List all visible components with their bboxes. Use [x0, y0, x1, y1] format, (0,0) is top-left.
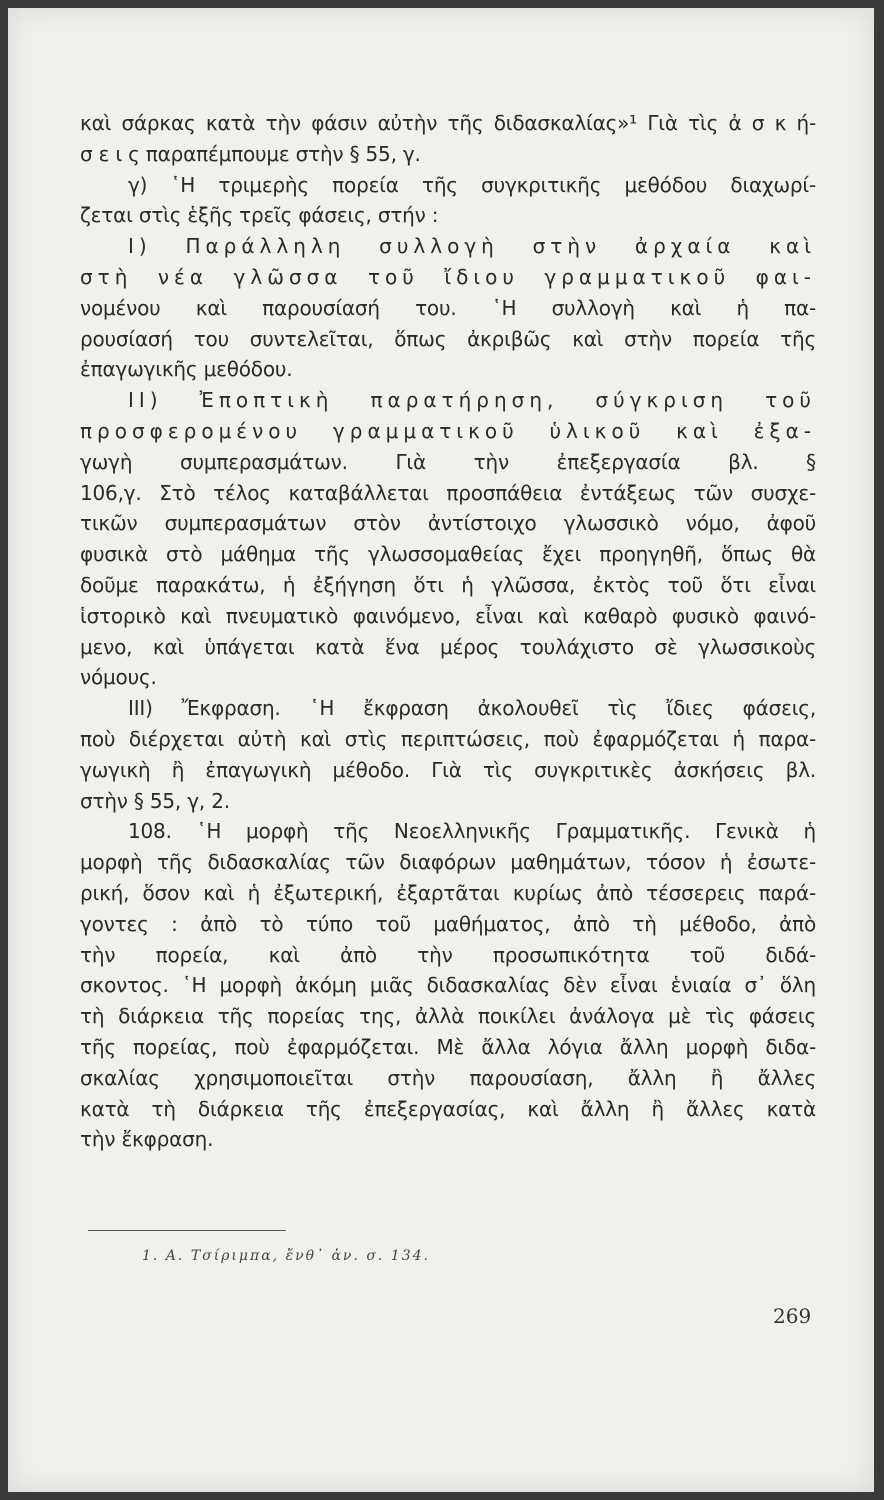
- text-line: ρική, ὅσον καὶ ἡ ἐξωτερική, ἐξαρτᾶται κυρίως ἀπὸ τέσσερεις παρά-: [80, 880, 816, 905]
- text-line: σκοντος. ῾Η μορφὴ ἀκόμη μιᾶς διδασκαλίας δὲν εἶναι ἑνιαία σ᾿ ὅλη: [80, 973, 816, 998]
- text-line: τῆς πορείας, ποὺ ἐφαρμόζεται. Μὲ ἄλλα λόγια ἄλλη μορφὴ διδα-: [80, 1034, 816, 1059]
- text-line: τὴν πορεία, καὶ ἀπὸ τὴν προσωπικότητα τοῦ διδά-: [80, 942, 816, 967]
- text-line: II) Ἐποπτικὴ παρατήρηση, σύγκριση τοῦ: [128, 388, 816, 413]
- text-line: ἱστορικὸ καὶ πνευματικὸ φαινόμενο, εἶναι καὶ καθαρὸ φυσικὸ φαινό-: [80, 603, 816, 628]
- text-line: ἐπαγωγικῆς μεθόδου.: [80, 357, 293, 382]
- text-line: μενο, καὶ ὑπάγεται κατὰ ἕνα μέρος τουλάχιστο σὲ γλωσσικοὺς: [80, 634, 816, 659]
- text-line: στὴν § 55, γ, 2.: [80, 788, 230, 813]
- text-line: μορφὴ τῆς διδασκαλίας τῶν διαφόρων μαθημάτων, τόσον ἡ ἐσωτε-: [80, 850, 816, 875]
- text-line: σ ε ι ς παραπέμπουμε στὴν § 55, γ.: [80, 141, 421, 166]
- footnote: 1. Α. Τσίριμπα, ἔνθ᾿ ἀν. σ. 134.: [142, 1248, 430, 1264]
- book-page: [8, 8, 874, 1492]
- footnote-divider: [88, 1230, 286, 1231]
- text-line: σκαλίας χρησιμοποιεῖται στὴν παρουσίαση, ἄλλη ἢ ἄλλες: [80, 1065, 816, 1090]
- text-line: ζεται στὶς ἑξῆς τρεῖς φάσεις, στήν :: [80, 203, 439, 228]
- text-line: καὶ σάρκας κατὰ τὴν φάσιν αὐτὴν τῆς διδασκαλίας»¹ Γιὰ τὶς ἀ σ κ ή-: [80, 111, 816, 135]
- text-line: γοντες : ἀπὸ τὸ τύπο τοῦ μαθήματος, ἀπὸ τὴ μέθοδο, ἀπὸ: [80, 911, 816, 936]
- text-line: νόμους.: [80, 665, 157, 690]
- text-line: III) Ἔκφραση. ῾Η ἔκφραση ἀκολουθεῖ τὶς ἴδιες φάσεις,: [128, 696, 816, 721]
- text-line: στὴ νέα γλῶσσα τοῦ ἴδιου γραμματικοῦ φαι-: [80, 264, 816, 289]
- text-line: κατὰ τὴ διάρκεια τῆς ἐπεξεργασίας, καὶ ἄλλη ἢ ἄλλες κατὰ: [80, 1096, 816, 1121]
- section-heading-line: 108. ῾Η μορφὴ τῆς Νεοελληνικῆς Γραμματικῆς. Γενικὰ ἡ: [128, 819, 816, 844]
- body-text: [80, 108, 816, 1155]
- text-line: γ) ῾Η τριμερὴς πορεία τῆς συγκριτικῆς μεθόδου διαχωρί-: [128, 172, 816, 197]
- text-line: προσφερομένου γραμματικοῦ ὑλικοῦ καὶ ἐξα-: [80, 418, 816, 443]
- text-line: γωγικὴ ἢ ἐπαγωγικὴ μέθοδο. Γιὰ τὶς συγκριτικὲς ἀσκήσεις βλ.: [80, 757, 816, 782]
- text-line: 106,γ. Στὸ τέλος καταβάλλεται προσπάθεια ἐντάξεως τῶν συσχε-: [80, 480, 816, 505]
- page-number: 269: [773, 1304, 812, 1328]
- text-line: τικῶν συμπερασμάτων στὸν ἀντίστοιχο γλωσσικὸ νόμο, ἀφοῦ: [80, 511, 816, 536]
- text-line: δοῦμε παρακάτω, ἡ ἐξήγηση ὅτι ἡ γλῶσσα, ἐκτὸς τοῦ ὅτι εἶναι: [80, 572, 816, 597]
- text-line: ρουσίασή του συντελεῖται, ὅπως ἀκριβῶς καὶ στὴν πορεία τῆς: [80, 326, 816, 351]
- text-line: φυσικὰ στὸ μάθημα τῆς γλωσσομαθείας ἔχει προηγηθῆ, ὅπως θὰ: [80, 542, 816, 567]
- text-line: τὴ διάρκεια τῆς πορείας της, ἀλλὰ ποικίλει ἀνάλογα μὲ τὶς φάσεις: [80, 1004, 816, 1029]
- text-line: ποὺ διέρχεται αὐτὴ καὶ στὶς περιπτώσεις, ποὺ ἐφαρμόζεται ἡ παρα-: [80, 726, 816, 751]
- text-line: τὴν ἔκφραση.: [80, 1127, 214, 1152]
- text-line: γωγὴ συμπερασμάτων. Γιὰ τὴν ἐπεξεργασία βλ. §: [80, 449, 816, 474]
- text-line: I) Παράλληλη συλλογὴ στὴν ἀρχαία καὶ: [128, 234, 816, 259]
- text-line: νομένου καὶ παρουσίασή του. ῾Η συλλογὴ καὶ ἡ πα-: [80, 295, 816, 320]
